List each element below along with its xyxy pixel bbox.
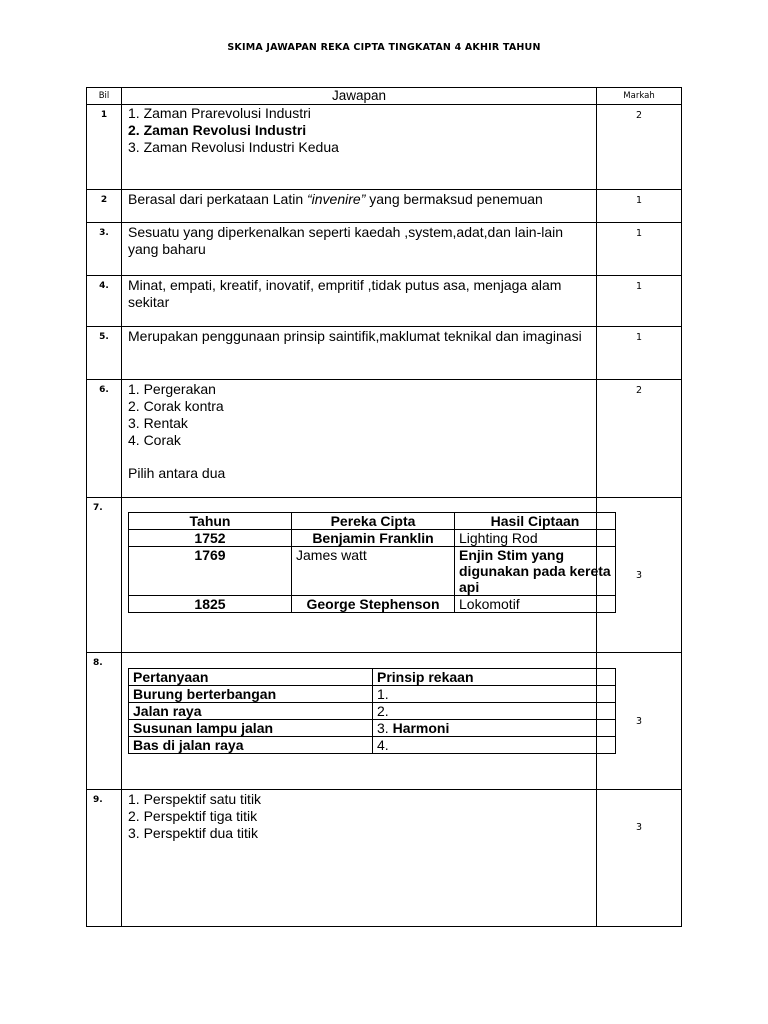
latin-term: “invenire” (307, 191, 366, 207)
answer-line: 3. Perspektif dua titik (128, 825, 258, 841)
answer-cell (122, 105, 597, 190)
mark-cell: 1 (597, 276, 682, 327)
principle-answer: Harmoni (392, 720, 450, 736)
inner-header: Prinsip rekaan (373, 669, 616, 686)
row-number: 9. (87, 790, 122, 927)
invention-cell: Enjin Stim yang digunakan pada kereta api (455, 547, 616, 596)
answer-line: 1. Pergerakan (128, 381, 216, 397)
inner-row (129, 720, 616, 737)
answer-text: yang bermaksud penemuan (365, 191, 543, 207)
inventors-table (128, 512, 616, 613)
inventor-cell: Benjamin Franklin (292, 530, 455, 547)
principle-cell: 2. (373, 703, 616, 720)
answer-line: 4. Corak (128, 432, 181, 448)
table-row (87, 223, 682, 276)
mark-cell: 2 (597, 380, 682, 498)
page-title: SKIMA JAWAPAN REKA CIPTA TINGKATAN 4 AKHIR TAHUN (227, 42, 541, 53)
answer-cell (122, 790, 597, 927)
inner-row (129, 596, 616, 613)
inner-header: Pertanyaan (129, 669, 373, 686)
inner-row (129, 686, 616, 703)
mark-cell: 3 (597, 790, 682, 927)
answer-line: 3. Rentak (128, 415, 188, 431)
answer-line: 2. Corak kontra (128, 398, 224, 414)
answer-line: 3. Zaman Revolusi Industri Kedua (128, 139, 339, 155)
answer-table (86, 87, 682, 927)
header-row (87, 88, 682, 105)
table-row (87, 276, 682, 327)
inner-row (129, 547, 616, 596)
mark-cell: 2 (597, 105, 682, 190)
question-cell: Susunan lampu jalan (129, 720, 373, 737)
answer-text: Berasal dari perkataan Latin (128, 191, 307, 207)
question-cell: Burung berterbangan (129, 686, 373, 703)
answer-line: 2. Zaman Revolusi Industri (128, 122, 307, 138)
table-row (87, 105, 682, 190)
row-number: 7. (87, 498, 122, 653)
answer-cell (122, 498, 611, 653)
principle-cell: 1. (373, 686, 616, 703)
principle-cell: 4. (373, 737, 616, 754)
inner-header: Pereka Cipta (292, 513, 455, 530)
answer-line: 1. Perspektif satu titik (128, 791, 262, 807)
mark-cell: 1 (597, 223, 682, 276)
inner-row (129, 737, 616, 754)
table-row (87, 190, 682, 223)
inventor-cell: George Stephenson (292, 596, 455, 613)
invention-cell: Lokomotif (455, 596, 616, 613)
answer-cell: Merupakan penggunaan prinsip saintifik,maklumat teknikal dan imaginasi (122, 327, 597, 380)
year-cell: 1825 (129, 596, 292, 613)
question-cell: Bas di jalan raya (129, 737, 373, 754)
answer-cell (122, 653, 597, 790)
inner-header-row (129, 513, 616, 530)
mark-cell: 1 (597, 190, 682, 223)
row-number: 8. (87, 653, 122, 790)
answer-line: 1. Zaman Prarevolusi Industri (128, 105, 311, 121)
header-jawapan: Jawapan (122, 88, 597, 105)
row-number: 6. (87, 380, 122, 498)
row-number: 1 (87, 105, 122, 190)
principle-number: 3. (377, 720, 393, 736)
principle-cell (373, 720, 616, 737)
inner-row (129, 530, 616, 547)
table-row (87, 653, 682, 790)
answer-cell (122, 190, 597, 223)
mark-cell: 1 (597, 327, 682, 380)
inventor-cell: James watt (292, 547, 455, 596)
header-bil: Bil (87, 88, 122, 105)
inner-header: Hasil Ciptaan (455, 513, 616, 530)
year-cell: 1769 (129, 547, 292, 596)
row-number: 3. (87, 223, 122, 276)
row-number: 4. (87, 276, 122, 327)
table-row (87, 327, 682, 380)
inner-header-row (129, 669, 616, 686)
answer-cell (122, 380, 597, 498)
answer-cell: Sesuatu yang diperkenalkan seperti kaedah ,system,adat,dan lain-lain yang baharu (122, 223, 597, 276)
inner-header: Tahun (129, 513, 292, 530)
answer-line: 2. Perspektif tiga titik (128, 808, 258, 824)
inner-row (129, 703, 616, 720)
row-number: 2 (87, 190, 122, 223)
header-markah: Markah (597, 88, 682, 105)
principles-table (128, 668, 616, 754)
table-row (87, 380, 682, 498)
table-row (87, 790, 682, 927)
row-number: 5. (87, 327, 122, 380)
question-cell: Jalan raya (129, 703, 373, 720)
year-cell: 1752 (129, 530, 292, 547)
table-row (87, 498, 682, 653)
mark-cell: 3 (597, 653, 682, 790)
mark-cell: 3 (597, 498, 682, 653)
invention-cell: Lighting Rod (455, 530, 616, 547)
answer-cell: Minat, empati, kreatif, inovatif, empritif ,tidak putus asa, menjaga alam sekitar (122, 276, 597, 327)
answer-note: Pilih antara dua (128, 465, 226, 481)
